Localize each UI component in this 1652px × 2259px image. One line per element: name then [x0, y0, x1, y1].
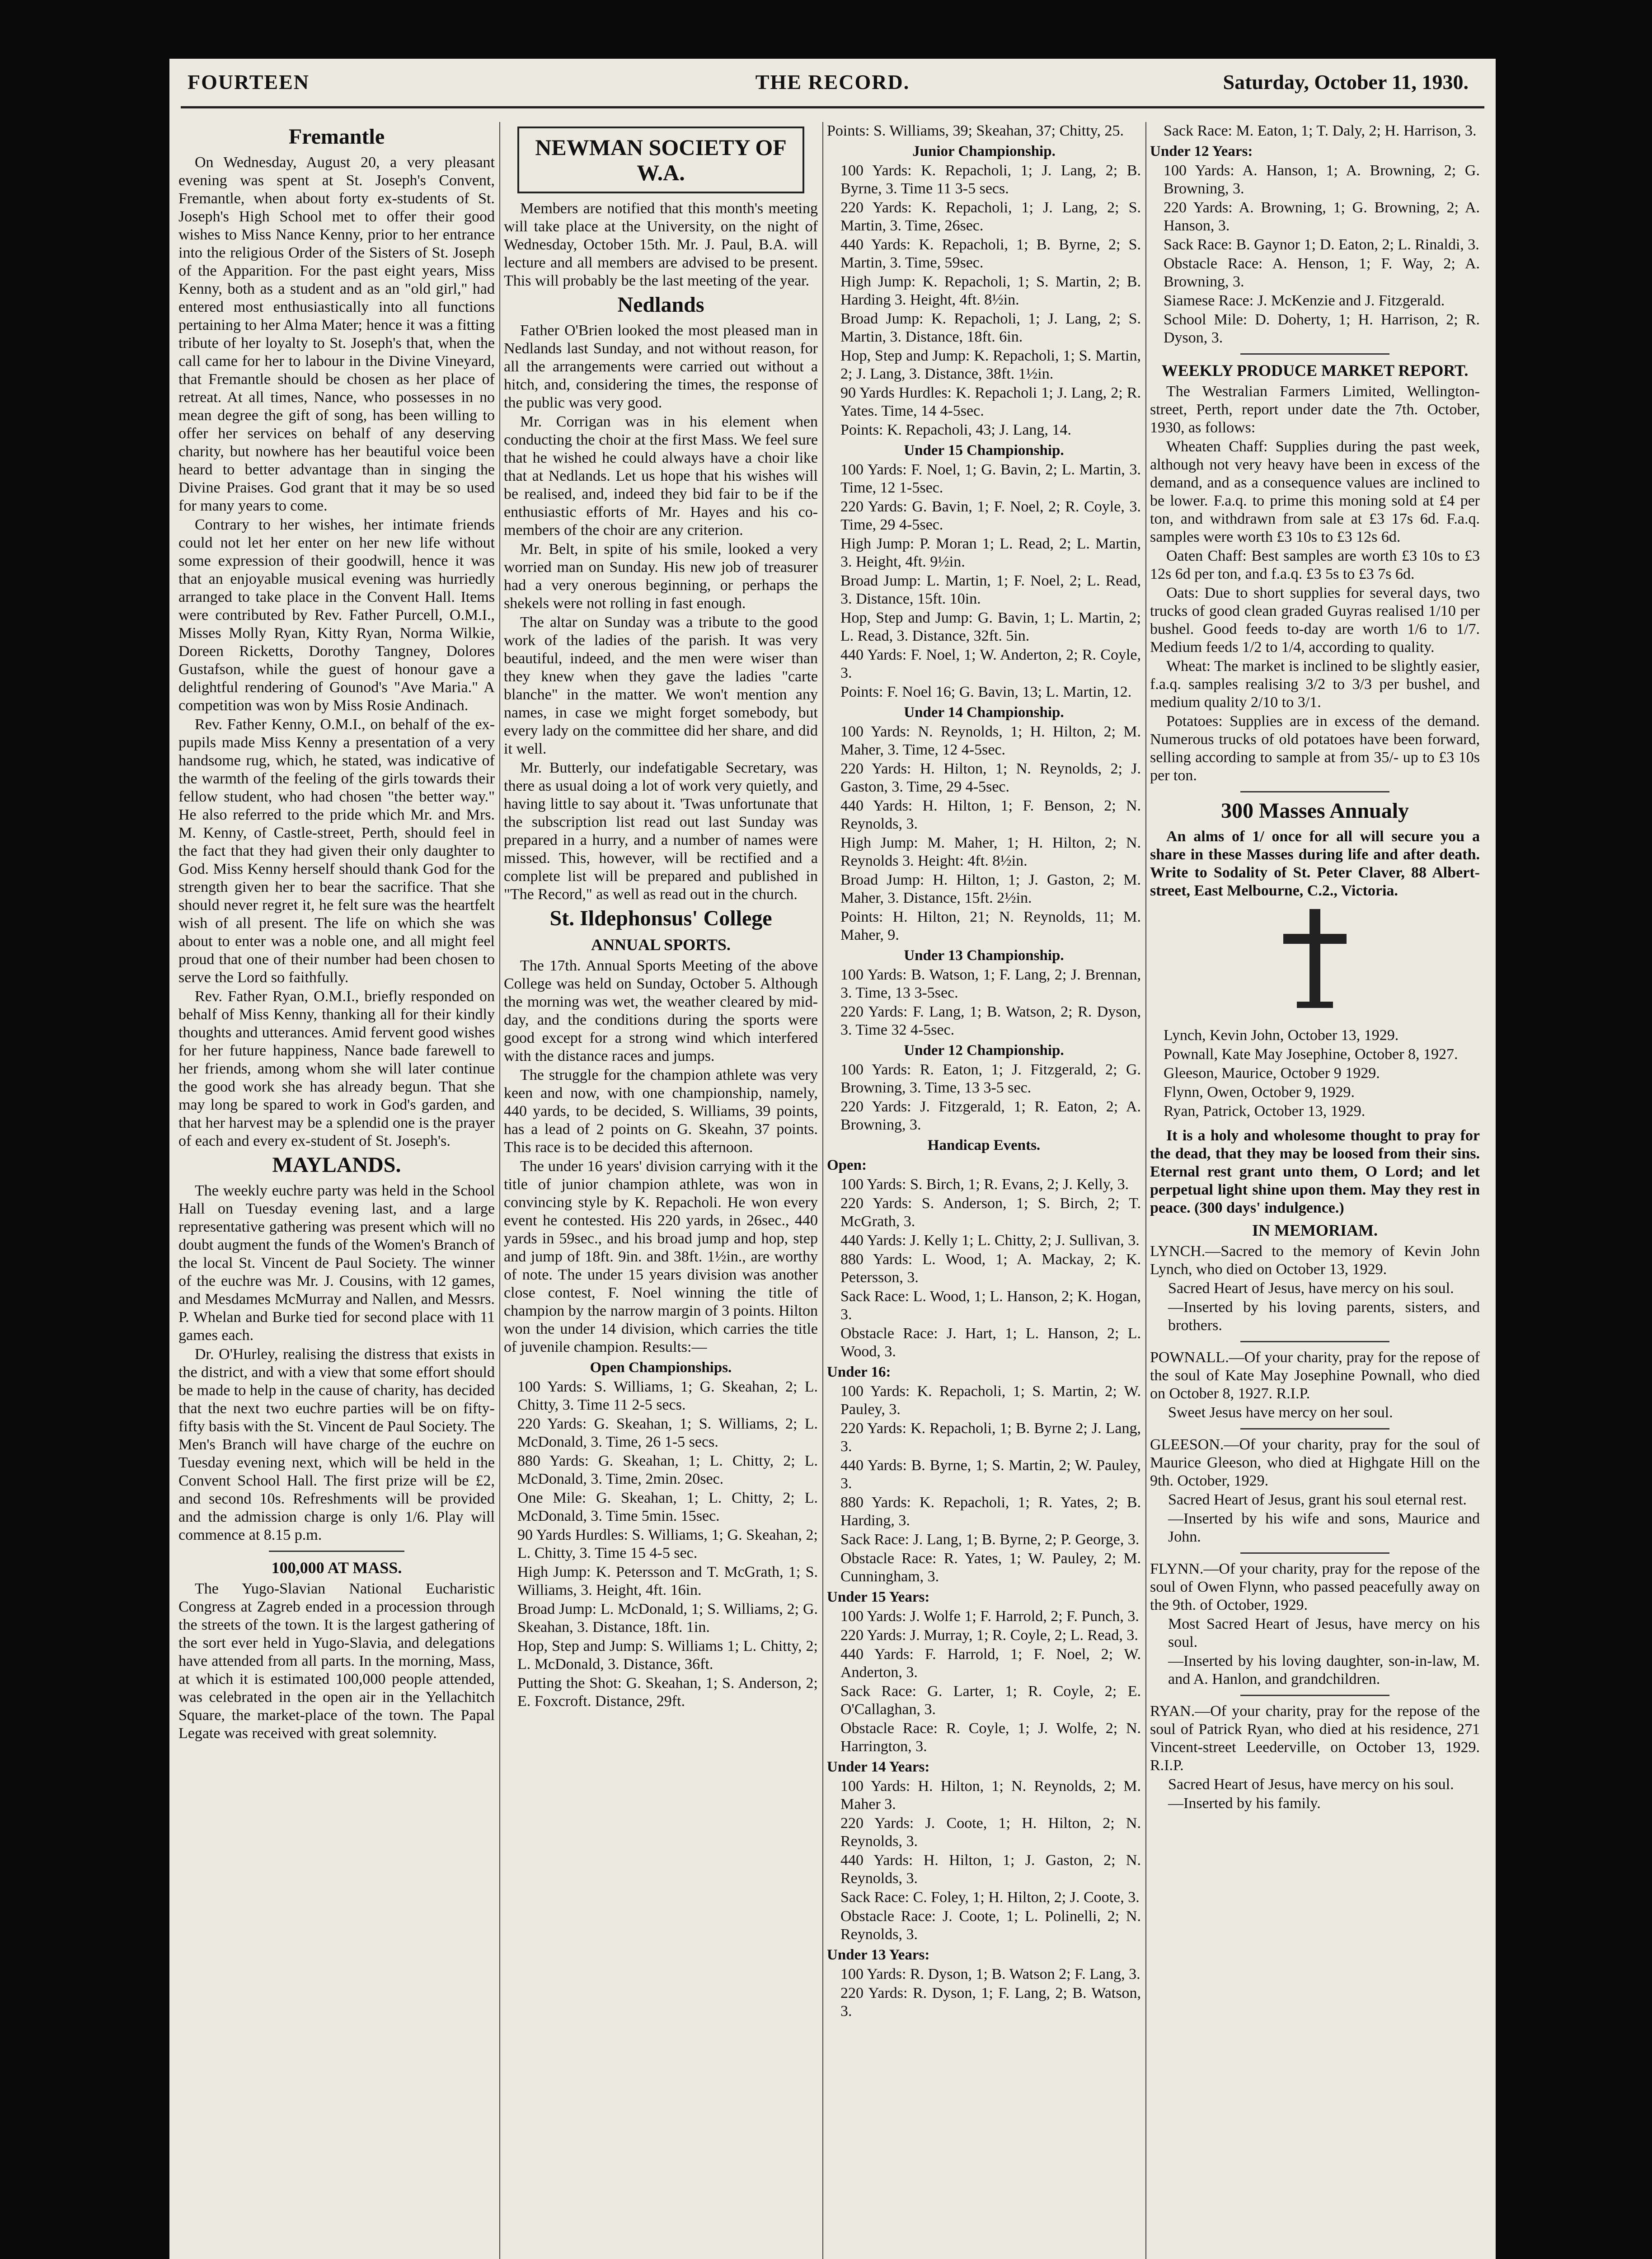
- memoriam-line: FLYNN.—Of your charity, pray for the repose of the soul of Owen Flynn, who passed peacefully away on the 9th. of October, 1929.: [1150, 1561, 1480, 1613]
- memoriam-entry: [1150, 1349, 1480, 1422]
- result-item: Siamese Race: J. McKenzie and J. Fitzgerald.: [1164, 292, 1445, 309]
- points-line: Points: S. Williams, 39; Skeahan, 37; Chitty, 25.: [827, 122, 1124, 139]
- death-entry: Gleeson, Maurice, October 9 1929.: [1164, 1065, 1380, 1082]
- result-item: Sack Race: B. Gaynor 1; D. Eaton, 2; L. Rinaldi, 3.: [1164, 236, 1479, 253]
- memoriam-line: —Inserted by his loving parents, sisters, and brothers.: [1168, 1299, 1480, 1334]
- result-item: 880 Yards: K. Repacholi, 1; R. Yates, 2; B. Harding, 3.: [840, 1494, 1141, 1529]
- result-item: 100 Yards: H. Hilton, 1; N. Reynolds, 2; M. Maher 3.: [840, 1778, 1141, 1813]
- group-label: Under 14 Years:: [827, 1759, 930, 1775]
- group-label: Open:: [827, 1157, 867, 1173]
- column-4: [1150, 122, 1480, 2259]
- result-item: Obstacle Race: J. Hart, 1; L. Hanson, 2; L. Wood, 3.: [840, 1325, 1141, 1360]
- column-divider: [822, 122, 823, 2259]
- paragraph: Rev. Father Ryan, O.M.I., briefly responded on behalf of Miss Kenny, thanking all for their kindly thoughts and utterances. Amid fervent good wishes for her future happiness, Nance bade farewell to her friends, among whom she will later continue the good work she has already begun. That she may long be spared to work in God's garden, and that her harvest may be a splendid one is the prayer of each and every ex-student of St. Joseph's.: [178, 988, 495, 1149]
- result-item: Sack Race: G. Larter, 1; R. Coyle, 2; E. O'Callaghan, 3.: [840, 1683, 1141, 1718]
- divider: [1240, 353, 1389, 355]
- paragraph: Potatoes: Supplies are in excess of the demand. Numerous trucks of old potatoes have been forward, selling according to sample at from 35/- up to £3 10s per ton.: [1150, 713, 1480, 784]
- result-item: Hop, Step and Jump: G. Bavin, 1; L. Martin, 2; L. Read, 3. Distance, 32ft. 5in.: [840, 609, 1141, 644]
- result-item: Points: F. Noel 16; G. Bavin, 13; L. Martin, 12.: [840, 684, 1132, 700]
- result-item: 100 Yards: F. Noel, 1; G. Bavin, 2; L. Martin, 3. Time, 12 1-5sec.: [840, 461, 1141, 496]
- memoriam-heading: IN MEMORIAM.: [1252, 1221, 1378, 1239]
- death-entry: Ryan, Patrick, October 13, 1929.: [1164, 1103, 1366, 1120]
- group-label: Under 13 Years:: [827, 1947, 930, 1963]
- page-header: [169, 70, 1496, 111]
- result-item: High Jump: K. Repacholi, 1; S. Martin, 2; B. Harding 3. Height, 4ft. 8½in.: [840, 273, 1141, 308]
- result-item: 220 Yards: R. Dyson, 1; F. Lang, 2; B. Watson, 3.: [840, 1985, 1141, 2020]
- result-item: 100 Yards: S. Williams, 1; G. Skeahan, 2; L. Chitty, 3. Time 11 2-5 secs.: [517, 1378, 818, 1413]
- result-item: 440 Yards: H. Hilton, 1; J. Gaston, 2; N. Reynolds, 3.: [840, 1852, 1141, 1887]
- result-item: 220 Yards: J. Murray, 1; R. Coyle, 2; L. Read, 3.: [840, 1627, 1138, 1644]
- result-item: 220 Yards: J. Coote, 1; H. Hilton, 2; N. Reynolds, 3.: [840, 1815, 1141, 1850]
- divider: [1240, 1341, 1389, 1342]
- under-15-championship-heading: Under 15 Championship.: [904, 442, 1064, 459]
- result-item: 100 Yards: N. Reynolds, 1; H. Hilton, 2; M. Maher, 3. Time, 12 4-5sec.: [840, 723, 1141, 758]
- result-item: 90 Yards Hurdles: K. Repacholi 1; J. Lang, 2; R. Yates. Time, 14 4-5sec.: [840, 384, 1141, 419]
- paragraph: The weekly euchre party was held in the School Hall on Tuesday evening last, and a large representative gathering was present which will no doubt augment the funds of the Women's Branch of the local St. Vincent de Paul Society. The winner of the euchre was Mr. J. Cousins, with 12 games, and Mesdames McMurray and Nallen, and Messrs. P. Whelan and Burke tied for second place with 11 games each.: [178, 1182, 495, 1344]
- paragraph: On Wednesday, August 20, a very pleasant evening was spent at St. Joseph's Convent, Fremantle, when about forty ex-students of St. Joseph's High School met to offer their good wishes to Miss Nance Kenny, prior to her entrance into the religious Order of the Sisters of St. Joseph of the Apparition. For the past eight years, Miss Kenny, both as a student and as an "old girl," had entered most enthusiastically into all functions pertaining to her Alma Mater; hence it was a fitting tribute of her loyalty to St. Joseph's that, when the call came for her to labour in the Divine Vineyard, that Fremantle should be chosen as her place of retreat. At all times, Nance, who possesses in no mean degree the gift of song, has been willing to offer her services on behalf of any deserving charity, but nowhere has her beautiful voice been heard to better advantage than in singing the Divine Praises. God grant that it may be so used for many years to come.: [178, 154, 495, 514]
- results-list: [827, 162, 1141, 439]
- result-item: 880 Yards: G. Skeahan, 1; L. Chitty, 2; L. McDonald, 3. Time, 2min. 20sec.: [517, 1453, 818, 1487]
- result-item: 880 Yards: L. Wood, 1; A. Mackay, 2; K. Petersson, 3.: [840, 1251, 1141, 1286]
- results-list: [1150, 122, 1480, 140]
- paragraph: Mr. Belt, in spite of his smile, looked a very worried man on Sunday. His new job of treasurer had a very onerous beginning, or perhaps the shekels were not rolling in fast enough.: [504, 541, 818, 612]
- paragraph: Members are notified that this month's meeting will take place at the University, on the night of Wednesday, October 15th. Mr. J. Paul, B.A. will lecture and all members are advised to be present. This will probably be the last meeting of the year.: [504, 200, 818, 289]
- junior-championship-heading: Junior Championship.: [912, 143, 1056, 159]
- paragraph: Mr. Corrigan was in his element when conducting the choir at the first Mass. We feel sure that he wished he could always have a choir like that at Nedlands. Let us hope that his wishes will be realised, and, indeed they bid fair to be if the enthusiastic efforts of Mr. Hayes and his co-members of the choir are any criterion.: [504, 413, 818, 539]
- result-item: Hop, Step and Jump: K. Repacholi, 1; S. Martin, 2; J. Lang, 3. Distance, 38ft. 1½in.: [840, 347, 1141, 382]
- result-item: One Mile: G. Skeahan, 1; L. Chitty, 2; L. McDonald, 3. Time 5min. 15sec.: [517, 1490, 818, 1524]
- results-list: [827, 723, 1141, 944]
- handicap-events-heading: Handicap Events.: [927, 1137, 1041, 1153]
- result-item: 100 Yards: B. Watson, 1; F. Lang, 2; J. Brennan, 3. Time, 13 3-5sec.: [840, 966, 1141, 1001]
- memoriam-entry: [1150, 1702, 1480, 1813]
- group-label: Under 12 Years:: [1150, 143, 1253, 159]
- results-list: [1150, 162, 1480, 347]
- death-entry: Lynch, Kevin John, October 13, 1929.: [1164, 1027, 1399, 1044]
- result-item: 220 Yards: F. Lang, 1; B. Watson, 2; R. Dyson, 3. Time 32 4-5sec.: [840, 1003, 1141, 1038]
- result-item: Obstacle Race: R. Coyle, 1; J. Wolfe, 2; N. Harrington, 3.: [840, 1720, 1141, 1755]
- paragraph: The under 16 years' division carrying with it the title of junior champion athlete, was won in convincing style by K. Repacholi. He won every event he contested. His 220 yards, in 26sec., 440 yards in 59sec., and his broad jump and hop, step and jump of 18ft. 9in. and 38ft. 1½in., are worthy of note. The under 15 years division was another close contest, F. Noel winning the title of champion by the narrow margin of 3 points. Hilton won the under 14 division, which carries the title of juvenile champion. Results:—: [504, 1158, 818, 1355]
- results-list: [827, 1608, 1141, 1756]
- death-entry: Pownall, Kate May Josephine, October 8, 1927.: [1164, 1046, 1458, 1063]
- result-item: 100 Yards: K. Repacholi, 1; S. Martin, 2; W. Pauley, 3.: [840, 1383, 1141, 1418]
- header-rule: [181, 106, 1484, 108]
- result-item: 100 Yards: R. Eaton, 1; J. Fitzgerald, 2; G. Browning, 3. Time, 13 3-5 sec.: [840, 1061, 1141, 1096]
- paragraph: The struggle for the champion athlete was very keen and now, with one championship, namely, 440 yards, to be decided, S. Williams, 39 points, has a lead of 2 points on G. Skeahn, 37 points. This race is to be decided this afternoon.: [504, 1067, 818, 1156]
- deaths-list: [1150, 1026, 1480, 1120]
- paragraph: Dr. O'Hurley, realising the distress that exists in the district, and with a view that some effort should be made to help in the cause of charity, has decided that the next two euchre parties will be on fifty-fifty basis with the St. Vincent de Paul Society. The Men's Branch will have charge of the euchre on Tuesday evening next, which will be held in the Convent School Hall. The first prize will be £2, and second 10s. Refreshments will be provided and the admission charge is only 1/6. Play will commence at 8.15 p.m.: [178, 1346, 495, 1543]
- paragraph: Wheat: The market is inclined to be slightly easier, f.a.q. samples realising 3/2 to 3/3 per bushel, and medium quality 2/10 to 3/1.: [1150, 658, 1480, 711]
- newspaper-page: [169, 59, 1496, 2259]
- memoriam-line: —Inserted by his wife and sons, Maurice and John.: [1168, 1510, 1480, 1545]
- result-item: Broad Jump: K. Repacholi, 1; J. Lang, 2; S. Martin, 3. Distance, 18ft. 6in.: [840, 310, 1141, 345]
- memoriam-line: Sacred Heart of Jesus, have mercy on his soul.: [1168, 1280, 1454, 1297]
- result-item: 220 Yards: K. Repacholi, 1; B. Byrne 2; J. Lang, 3.: [840, 1420, 1141, 1455]
- masses-heading: 300 Masses Annualy: [1220, 799, 1409, 823]
- column-1: [178, 122, 495, 2259]
- result-item: Broad Jump: H. Hilton, 1; J. Gaston, 2; M. Maher, 3. Distance, 15ft. 2½in.: [840, 872, 1141, 906]
- paragraph: The Westralian Farmers Limited, Wellington-street, Perth, report under date the 7th. October, 1930, as follows:: [1150, 383, 1480, 436]
- result-item: Sack Race: M. Eaton, 1; T. Daly, 2; H. Harrison, 3.: [1164, 122, 1477, 139]
- paragraph: The 17th. Annual Sports Meeting of the above College was held on Sunday, October 5. Although the morning was wet, the weather cleared by mid-day, and the conditions during the sports were good except for a strong wind which interfered with the distance races and jumps.: [504, 957, 818, 1064]
- result-item: Broad Jump: L. Martin, 1; F. Noel, 2; L. Read, 3. Distance, 15ft. 10in.: [840, 572, 1141, 607]
- result-item: 100 Yards: J. Wolfe 1; F. Harrold, 2; F. Punch, 3.: [840, 1608, 1139, 1625]
- results-list: [504, 1378, 818, 1711]
- result-item: 220 Yards: H. Hilton, 1; N. Reynolds, 2; J. Gaston, 3. Time, 29 4-5sec.: [840, 760, 1141, 795]
- under-13-championship-heading: Under 13 Championship.: [904, 947, 1064, 964]
- result-item: 90 Yards Hurdles: S. Williams, 1; G. Skeahan, 2; L. Chitty, 3. Time 15 4-5 sec.: [517, 1527, 818, 1561]
- results-list: [827, 1176, 1141, 1361]
- group-label: Under 15 Years:: [827, 1589, 930, 1605]
- divider: [1240, 1428, 1389, 1429]
- results-list: [827, 1777, 1141, 1944]
- column-divider: [499, 122, 500, 2259]
- column-3: [827, 122, 1141, 2259]
- result-item: 220 Yards: S. Anderson, 1; S. Birch, 2; T. McGrath, 3.: [840, 1195, 1141, 1230]
- page-number: FOURTEEN: [188, 70, 310, 94]
- memoriam-line: Most Sacred Heart of Jesus, have mercy on his soul.: [1168, 1616, 1480, 1650]
- newman-society-heading: NEWMAN SOCIETY OF W.A.: [517, 127, 804, 193]
- result-item: 220 Yards: K. Repacholi, 1; J. Lang, 2; S. Martin, 3. Time, 26sec.: [840, 199, 1141, 234]
- memoriam-entry: [1150, 1242, 1480, 1335]
- paragraph: Oats: Due to short supplies for several days, two trucks of good clean graded Guyras realised 1/10 per bushel. Good feeds to-day are worth 1/6 to 1/7. Medium feeds 1/2 to 1/4, according to quality.: [1150, 585, 1480, 656]
- issue-date: Saturday, October 11, 1930.: [1223, 70, 1469, 94]
- result-item: 440 Yards: B. Byrne, 1; S. Martin, 2; W. Pauley, 3.: [840, 1457, 1141, 1492]
- result-item: Sack Race: J. Lang, 1; B. Byrne, 2; P. George, 3.: [840, 1531, 1140, 1548]
- result-item: 100 Yards: S. Birch, 1; R. Evans, 2; J. Kelly, 3.: [840, 1176, 1129, 1193]
- paragraph: Mr. Butterly, our indefatigable Secretary, was there as usual doing a lot of work very quietly, and having little to say about it. 'Twas unfortunate that the subscription list read out last Sunday was prepared in a hurry, and a number of names were missed. This, however, will be rectified and a complete list will be prepared and published in "The Record," as well as read out in the church.: [504, 759, 818, 903]
- results-list: [827, 1383, 1141, 1586]
- divider: [1240, 1695, 1389, 1696]
- result-item: 440 Yards: J. Kelly 1; L. Chitty, 2; J. Sullivan, 3.: [840, 1232, 1140, 1249]
- results-list: [827, 966, 1141, 1039]
- memoriam-entry: [1150, 1436, 1480, 1546]
- result-item: 440 Yards: F. Noel, 1; W. Anderton, 2; R. Coyle, 3.: [840, 647, 1141, 681]
- divider: [1240, 1552, 1389, 1554]
- college-heading: St. Ildephonsus' College: [549, 906, 772, 930]
- result-item: Obstacle Race: A. Henson, 1; F. Way, 2; A. Browning, 3.: [1164, 255, 1480, 290]
- paragraph: The altar on Sunday was a tribute to the good work of the ladies of the parish. It was very beautiful, indeed, and the men were wiser than they knew when they gave the ladies "carte blanche" in the matter. We won't mention any names, in case we might forget somebody, but every lady on the committee did her share, and did it well.: [504, 614, 818, 757]
- memoriam-entry: [1150, 1560, 1480, 1688]
- group-label: Under 16:: [827, 1364, 891, 1380]
- result-item: Points: H. Hilton, 21; N. Reynolds, 11; M. Maher, 9.: [840, 909, 1141, 943]
- result-item: 220 Yards: A. Browning, 1; G. Browning, 2; A. Hanson, 3.: [1164, 199, 1480, 234]
- result-item: 100 Yards: A. Hanson, 1; A. Browning, 2; G. Browning, 3.: [1164, 162, 1480, 197]
- result-item: 440 Yards: H. Hilton, 1; F. Benson, 2; N. Reynolds, 3.: [840, 797, 1141, 832]
- market-report-heading: WEEKLY PRODUCE MARKET REPORT.: [1161, 361, 1469, 380]
- open-championships-heading: Open Championships.: [590, 1359, 732, 1376]
- results-list: [827, 1965, 1141, 2020]
- result-item: 220 Yards: G. Bavin, 1; F. Noel, 2; R. Coyle, 3. Time, 29 4-5sec.: [840, 498, 1141, 533]
- result-item: Points: K. Repacholi, 43; J. Lang, 14.: [840, 422, 1071, 438]
- under-14-championship-heading: Under 14 Championship.: [904, 704, 1064, 721]
- divider: [269, 1551, 404, 1552]
- memoriam-line: RYAN.—Of your charity, pray for the repose of the soul of Patrick Ryan, who died at his residence, 271 Vincent-street Leederville, on October 13, 1929. R.I.P.: [1150, 1703, 1480, 1774]
- result-item: High Jump: P. Moran 1; L. Read, 2; L. Martin, 3. Height, 4ft. 9½in.: [840, 535, 1141, 570]
- result-item: High Jump: K. Petersson and T. McGrath, 1; S. Williams, 3. Height, 4ft. 16in.: [517, 1564, 818, 1598]
- masthead: THE RECORD.: [755, 70, 910, 94]
- result-item: 440 Yards: F. Harrold, 1; F. Noel, 2; W. Anderton, 3.: [840, 1646, 1141, 1681]
- results-list: [827, 461, 1141, 701]
- result-item: 220 Yards: G. Skeahan, 1; S. Williams, 2; L. McDonald, 3. Time, 26 1-5 secs.: [517, 1415, 818, 1450]
- result-item: High Jump: M. Maher, 1; H. Hilton, 2; N. Reynolds 3. Height: 4ft. 8½in.: [840, 834, 1141, 869]
- sports-subheading: ANNUAL SPORTS.: [591, 936, 731, 954]
- result-item: Broad Jump: L. McDonald, 1; S. Williams, 2; G. Skeahan, 3. Distance, 18ft. 1in.: [517, 1601, 818, 1636]
- maylands-heading: MAYLANDS.: [272, 1153, 401, 1177]
- paragraph: Wheaten Chaff: Supplies during the past week, although not very heavy have been in excess of the demand, and as a consequence values are inclined to be lower. F.a.q. to prime this moning sold at £4 per ton, and withdrawn from sale at £3 17s 6d. F.a.q. samples were worth £3 10s to £3 12s 6d.: [1150, 438, 1480, 545]
- cross-icon: [1283, 909, 1347, 1013]
- result-item: Putting the Shot: G. Skeahan, 1; S. Anderson, 2; E. Foxcroft. Distance, 29ft.: [517, 1675, 818, 1710]
- result-item: Obstacle Race: J. Coote, 1; L. Polinelli, 2; N. Reynolds, 3.: [840, 1908, 1141, 1943]
- result-item: 100 Yards: R. Dyson, 1; B. Watson 2; F. Lang, 3.: [840, 1966, 1140, 1982]
- memoriam-line: —Inserted by his family.: [1168, 1795, 1321, 1812]
- mass-heading: 100,000 AT MASS.: [271, 1559, 402, 1577]
- result-item: Sack Race: L. Wood, 1; L. Hanson, 2; K. Hogan, 3.: [840, 1288, 1141, 1323]
- paragraph: The Yugo-Slavian National Eucharistic Congress at Zagreb ended in a procession through the streets of the town. It is the largest gathering of the sort ever held in Yugo-Slavia, and delegations have attended from all parts. In the morning, Mass, at which it is estimated 100,000 people attended, was celebrated in the open air in the Yellachitch Square, the market-place of the town. The Papal Legate was received with great solemnity.: [178, 1580, 495, 1742]
- prayer-text: It is a holy and wholesome thought to pray for the dead, that they may be loosed from their sins. Eternal rest grant unto them, O Lord; and let perpetual light shine upon them. May they rest in peace. (300 days' indulgence.): [1150, 1127, 1480, 1216]
- paragraph: Rev. Father Kenny, O.M.I., on behalf of the ex-pupils made Miss Kenny a presentation of a very handsome rug, which, he stated, was indicative of the warmth of the feeling of the girls towards their fellow student, who had chosen "the better way." He also referred to the pride which Mr. and Mrs. M. Kenny, of Castle-street, Perth, should feel in the fact that they had given their only daughter to God. Miss Kenny herself should thank God for the strength given her to bear the sacrifice. That she should never regret it, he felt sure was the heartfelt wish of all present. The life on which she was about to enter was a noble one, and all might feel proud that one of their number had been chosen to serve the Lord so faithfully.: [178, 716, 495, 986]
- memoriam-line: GLEESON.—Of your charity, pray for the soul of Maurice Gleeson, who died at Highgate Hill on the 9th. October, 1929.: [1150, 1436, 1480, 1489]
- memoriam-line: Sweet Jesus have mercy on her soul.: [1168, 1404, 1393, 1421]
- result-item: Hop, Step and Jump: S. Williams 1; L. Chitty, 2; L. McDonald, 3. Distance, 36ft.: [517, 1638, 818, 1673]
- memoriam-line: POWNALL.—Of your charity, pray for the repose of the soul of Kate May Josephine Pownall, who died on October 8, 1927. R.I.P.: [1150, 1349, 1480, 1402]
- death-entry: Flynn, Owen, October 9, 1929.: [1164, 1084, 1355, 1101]
- column-2: [504, 122, 818, 2259]
- paragraph: Contrary to her wishes, her intimate friends could not let her enter on her new life without some expression of their goodwill, hence it was that an enjoyable musical evening was hurriedly arranged to take place in the Convent Hall. Items were contributed by Rev. Father Purcell, O.M.I., Misses Molly Ryan, Kitty Ryan, Norma Wilkie, Doreen Ricketts, Dorothy Tangney, Dolores Gustafson, while the guest of honour gave a delightful rendering of Gounod's "Ave Maria." A competition was won by Miss Rosie Andinach.: [178, 516, 495, 714]
- column-divider: [1145, 122, 1146, 2259]
- result-item: Sack Race: C. Foley, 1; H. Hilton, 2; J. Coote, 3.: [840, 1889, 1140, 1906]
- result-item: 220 Yards: J. Fitzgerald, 1; R. Eaton, 2; A. Browning, 3.: [840, 1098, 1141, 1133]
- result-item: School Mile: D. Doherty, 1; H. Harrison, 2; R. Dyson, 3.: [1164, 311, 1480, 346]
- divider: [1240, 791, 1389, 792]
- paragraph: Oaten Chaff: Best samples are worth £3 10s to £3 12s 6d per ton, and f.a.q. £3 5s to £3 7s 6d.: [1150, 548, 1480, 582]
- memoriam-line: —Inserted by his loving daughter, son-in-law, M. and A. Hanlon, and grandchildren.: [1168, 1653, 1480, 1687]
- result-item: Obstacle Race: R. Yates, 1; W. Pauley, 2; M. Cunningham, 3.: [840, 1550, 1141, 1585]
- memoriam-line: Sacred Heart of Jesus, grant his soul eternal rest.: [1168, 1491, 1467, 1508]
- result-item: 440 Yards: K. Repacholi, 1; B. Byrne, 2; S. Martin, 3. Time, 59sec.: [840, 236, 1141, 271]
- results-list: [827, 1061, 1141, 1134]
- result-item: 100 Yards: K. Repacholi, 1; J. Lang, 2; B. Byrne, 3. Time 11 3-5 secs.: [840, 162, 1141, 197]
- under-12-championship-heading: Under 12 Championship.: [904, 1042, 1064, 1059]
- memoriam-line: LYNCH.—Sacred to the memory of Kevin John Lynch, who died on October 13, 1929.: [1150, 1243, 1480, 1278]
- fremantle-heading: Fremantle: [288, 125, 385, 149]
- memoriam-line: Sacred Heart of Jesus, have mercy on his soul.: [1168, 1776, 1454, 1793]
- masses-notice: An alms of 1/ once for all will secure you a share in these Masses during life and after death. Write to Sodality of St. Peter Claver, 88 Albert-street, East Melbourne, C.2., Victoria.: [1150, 828, 1480, 899]
- nedlands-heading: Nedlands: [617, 293, 704, 317]
- paragraph: Father O'Brien looked the most pleased man in Nedlands last Sunday, and not without reason, for all the arrangements were carried out without a hitch, and, considering the times, the response of the public was very good.: [504, 322, 818, 411]
